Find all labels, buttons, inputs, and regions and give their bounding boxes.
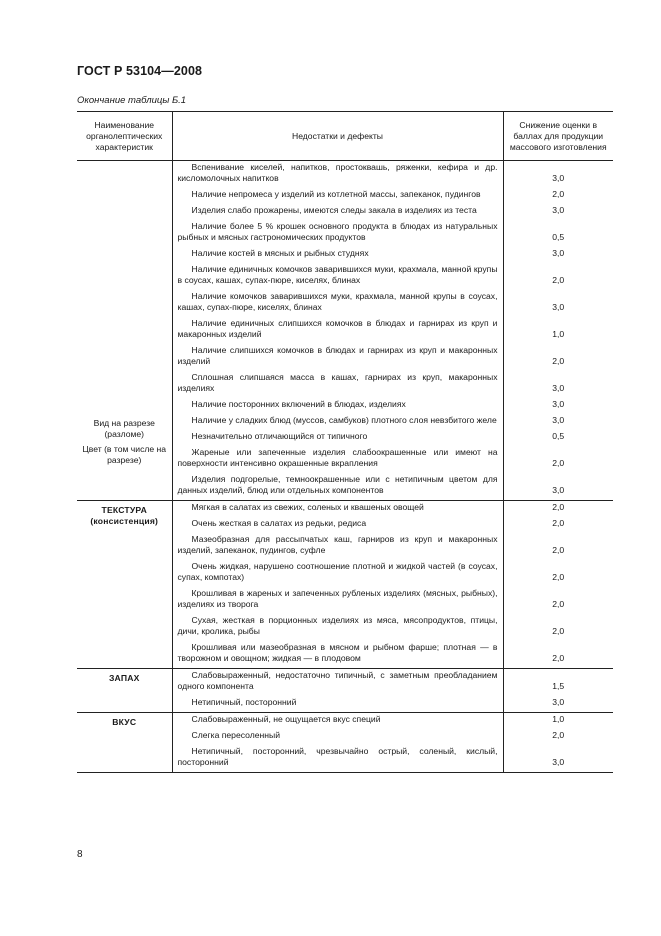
defect-description: Мягкая в салатах из свежих, соленых и квашеных овощей [172, 501, 503, 518]
category-cell-appearance-color [77, 161, 172, 501]
defect-description: Наличие единичных слипшихся комочков в блюдах и гарнирах из круп и макаронных изделий [172, 317, 503, 344]
score-value: 2,0 [503, 344, 613, 371]
table-row [77, 501, 613, 518]
score-value: 3,0 [503, 371, 613, 398]
document-title: ГОСТ Р 53104—2008 [77, 64, 203, 78]
score-value: 3,0 [503, 204, 613, 220]
score-value: 1,0 [503, 713, 613, 730]
category-label: ЗАПАХ [77, 669, 172, 713]
defect-description: Наличие костей в мясных и рыбных студнях [172, 247, 503, 263]
category-label: Цвет (в том числе на разрезе) [82, 444, 167, 465]
defects-table [77, 111, 613, 773]
table-row [77, 669, 613, 697]
defect-description: Наличие слипшихся комочков в блюдах и гарнирах из круп и макаронных изделий [172, 344, 503, 371]
score-value: 2,0 [503, 517, 613, 533]
score-value: 2,0 [503, 263, 613, 290]
table-row [77, 713, 613, 730]
defect-description: Крошливая или мазеобразная в мясном и рыбном фарше; плотная — в творожном и овощном; жидкая — в плодовом [172, 641, 503, 669]
column-header-characteristic: Наименование органолептических характеристик [77, 112, 172, 161]
score-value: 0,5 [503, 430, 613, 446]
defect-description: Вспенивание киселей, напитков, простоквашь, ряженки, кефира и др. кисломолочных напитков [172, 161, 503, 189]
category-label: ВКУС [77, 713, 172, 773]
score-value: 2,0 [503, 446, 613, 473]
defect-description: Слабовыраженный, не ощущается вкус специй [172, 713, 503, 730]
score-value: 0,5 [503, 220, 613, 247]
defect-description: Наличие единичных комочков заварившихся муки, крахмала, манной крупы в соусах, кашах, супах-пюре, киселях, блинах [172, 263, 503, 290]
score-value: 2,0 [503, 641, 613, 669]
column-header-defects: Недостатки и дефекты [172, 112, 503, 161]
category-label: ТЕКСТУРА (консистенция) [77, 501, 172, 669]
defect-description: Наличие комочков заварившихся муки, крахмала, манной крупы в соусах, кашах, супах-пюре, киселях, блинах [172, 290, 503, 317]
table-caption: Окончание таблицы Б.1 [77, 95, 187, 106]
score-value: 3,0 [503, 696, 613, 713]
score-value: 2,0 [503, 729, 613, 745]
defect-description: Нетипичный, посторонний [172, 696, 503, 713]
defect-description: Изделия слабо прожарены, имеются следы закала в изделиях из теста [172, 204, 503, 220]
table-header-row [77, 112, 613, 161]
defect-description: Наличие у сладких блюд (муссов, самбуков) плотного слоя невзбитого желе [172, 414, 503, 430]
score-value: 2,0 [503, 501, 613, 518]
defect-description: Изделия подгорелые, темноокрашенные или с нетипичным цветом для данных изделий, блюд или отдельных компонентов [172, 473, 503, 501]
page-number: 8 [77, 849, 83, 860]
defect-description: Слабовыраженный, недостаточно типичный, с заметным преобладанием одного компонента [172, 669, 503, 697]
defect-description: Очень жидкая, нарушено соотношение плотной и жидкой частей (в соусах, супах, компотах) [172, 560, 503, 587]
defect-description: Наличие посторонних включений в блюдах, изделиях [172, 398, 503, 414]
defect-description: Незначительно отличающийся от типичного [172, 430, 503, 446]
score-value: 3,0 [503, 247, 613, 263]
score-value: 2,0 [503, 614, 613, 641]
score-value: 2,0 [503, 587, 613, 614]
defect-description: Жареные или запеченные изделия слабоокрашенные или имеют на поверхности интенсивно окрашенные вкрапления [172, 446, 503, 473]
score-value: 3,0 [503, 290, 613, 317]
score-value: 2,0 [503, 188, 613, 204]
score-value: 2,0 [503, 560, 613, 587]
defect-description: Наличие более 5 % крошек основного продукта в блюдах из натуральных рыбных и мясных гастрономических продуктов [172, 220, 503, 247]
score-value: 1,5 [503, 669, 613, 697]
defect-description: Слегка пересоленный [172, 729, 503, 745]
score-value: 3,0 [503, 398, 613, 414]
score-value: 1,0 [503, 317, 613, 344]
category-label: Вид на разрезе (разломе) [93, 418, 155, 439]
defect-description: Очень жесткая в салатах из редьки, редиса [172, 517, 503, 533]
column-header-score: Снижение оценки в баллах для продукции массового изготовления [503, 112, 613, 161]
score-value: 2,0 [503, 533, 613, 560]
defect-description: Наличие непромеса у изделий из котлетной массы, запеканок, пудингов [172, 188, 503, 204]
defect-description: Сухая, жесткая в порционных изделиях из мяса, мясопродуктов, птицы, дичи, кролика, рыбы [172, 614, 503, 641]
score-value: 3,0 [503, 745, 613, 773]
score-value: 3,0 [503, 161, 613, 189]
defect-description: Крошливая в жареных и запеченных рубленых изделиях (мясных, рыбных), изделиях из творога [172, 587, 503, 614]
defect-description: Мазеобразная для рассыпчатых каш, гарниров из круп и макаронных изделий, запеканок, пудингов, суфле [172, 533, 503, 560]
table-row [77, 161, 613, 189]
defect-description: Сплошная слипшаяся масса в кашах, гарнирах из круп, макаронных изделиях [172, 371, 503, 398]
score-value: 3,0 [503, 473, 613, 501]
defect-description: Нетипичный, посторонний, чрезвычайно острый, соленый, кислый, посторонний [172, 745, 503, 773]
score-value: 3,0 [503, 414, 613, 430]
